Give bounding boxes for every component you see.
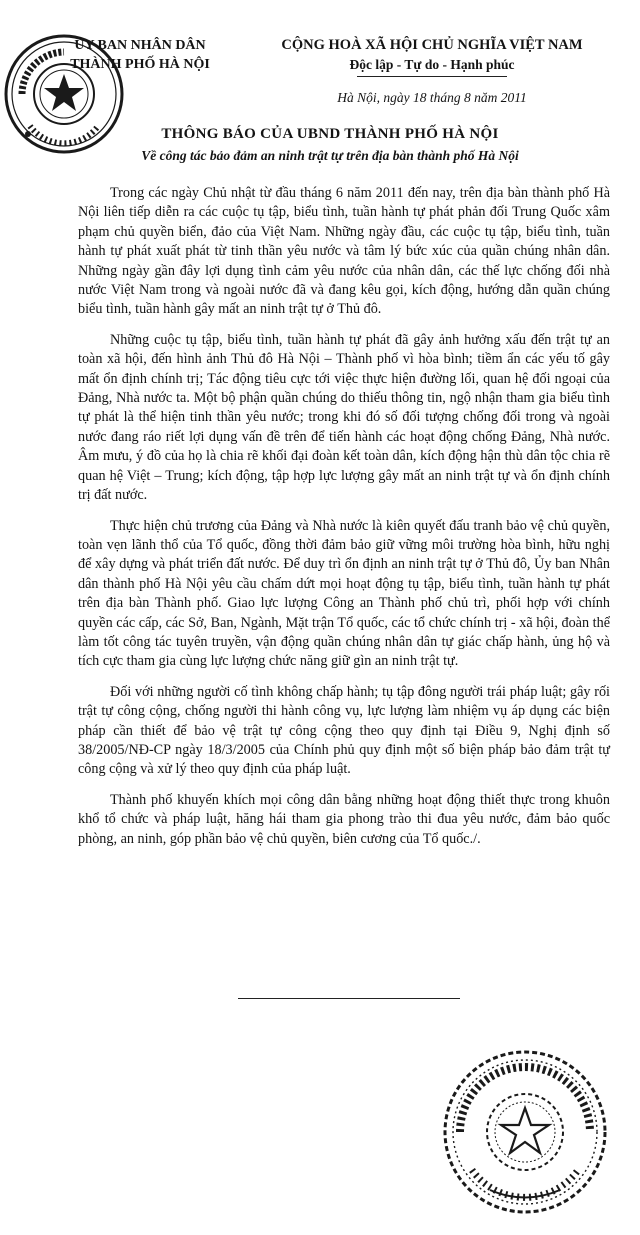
document-body xyxy=(78,184,610,860)
national-motto: Độc lập - Tự do - Hạnh phúc xyxy=(349,57,515,72)
national-header xyxy=(262,36,602,77)
document-title: THÔNG BÁO CỦA UBND THÀNH PHỐ HÀ NỘI xyxy=(161,126,499,142)
motto-underline xyxy=(357,76,507,77)
country-name: CỘNG HOÀ XÃ HỘI CHỦ NGHĨA VIỆT NAM xyxy=(281,37,583,53)
dateline: Hà Nội, ngày 18 tháng 8 năm 2011 xyxy=(337,90,527,105)
agency-line-2: THÀNH PHỐ HÀ NỘI xyxy=(70,57,210,72)
stamp-seal-icon xyxy=(430,1040,620,1225)
paragraph: Đối với những người cố tình không chấp hành; tụ tập đông người trái pháp luật; gây rối trật tự công cộng, chống người thi hành công vụ, lực lượng làm nhiệm vụ áp dụng các biện pháp cần thiết để bảo vệ trật tự công cộng theo quy định tại Điều 9, Nghị định số 38/2005/NĐ-CP ngày 18/3/2005 của Chính phủ quy định một số biện pháp bảo đảm trật tự công cộng và xử lý theo quy định của pháp luật. xyxy=(78,683,610,778)
agency-line-1: ỦY BAN NHÂN DÂN xyxy=(74,38,206,53)
issuing-agency xyxy=(40,36,240,74)
document-subtitle: Về công tác bảo đảm an ninh trật tự trên địa bàn thành phố Hà Nội xyxy=(141,148,519,163)
paragraph: Trong các ngày Chủ nhật từ đầu tháng 6 năm 2011 đến nay, trên địa bàn thành phố Hà Nội liên tiếp diễn ra các cuộc tụ tập, biểu tình, tuần hành tự phát phản đối Trung Quốc xâm phạm chủ quyền biển, đảo của Việt Nam. Những ngày đầu, các cuộc tụ tập, biểu tình, tuần hành tự phát xuất phát từ tinh thần yêu nước và tâm lý bức xúc của quần chúng nhân dân. Những ngày gần đây lợi dụng tình cảm yêu nước của nhân dân, các thế lực chống đối nhà nước Việt Nam trong và ngoài nước đã và đang kêu gọi, kích động, hướng dẫn quần chúng biểu tình, tuần hành gây mất an ninh trật tự ở Thủ đô. xyxy=(78,185,610,318)
paragraph: Những cuộc tụ tập, biểu tình, tuần hành tự phát đã gây ảnh hưởng xấu đến trật tự an toàn xã hội, đến hình ảnh Thủ đô Hà Nội – Thành phố vì hòa bình; tiềm ẩn các yếu tố gây mất ổn định chính trị; Tác động tiêu cực tới việc thực hiện đường lối, quan hệ đối ngoại của Đảng, Nhà nước ta. Một bộ phận quần chúng do thiếu thông tin, ngộ nhận tham gia biểu tình tự phát là thể hiện tinh thần yêu nước; trong khi đó số đối tượng chống đối trong và ngoài nước đang ráo riết lợi dụng vấn đề trên để tiến hành các hoạt động chống Đảng, Nhà nước. Âm mưu, ý đồ của họ là chia rẽ khối đại đoàn kết toàn dân, kích động hận thù dân tộc chia rẽ quan hệ Việt – Trung; kích động, tập hợp lực lượng gây mất an ninh trật tự và ổn định chính trị đất nước. xyxy=(78,331,610,504)
paragraph: Thực hiện chủ trương của Đảng và Nhà nước là kiên quyết đấu tranh bảo vệ chủ quyền, toàn vẹn lãnh thổ của Tổ quốc, đồng thời đảm bảo giữ vững môi trường hòa bình, hữu nghị để xây dựng và phát triển đất nước. Để duy trì ổn định an ninh trật tự ở Thủ đô, Ủy ban Nhân dân thành phố Hà Nội yêu cầu chấm dứt mọi hoạt động tụ tập, biểu tình, tuần hành tự phát trên địa bàn Thành phố. Giao lực lượng Công an Thành phố chủ trì, phối hợp với chính quyền các cấp, các Sở, Ban, Ngành, Mặt trận Tổ quốc, các tổ chức chính trị - xã hội, đoàn thể làm tốt công tác tuyên truyền, vận động quần chúng nhân dân tự giác chấp hành, ủng hộ và tích cực tham gia cùng lực lượng chức năng giữ gìn an ninh trật tự. xyxy=(78,517,610,670)
paragraph: Thành phố khuyến khích mọi công dân bằng những hoạt động thiết thực trong khuôn khổ tổ chức và pháp luật, hăng hái tham gia phong trào thi đua yêu nước, đảm bảo quốc phòng, an ninh, góp phần bảo vệ chủ quyền, biên cương của Tổ quốc./. xyxy=(78,791,610,847)
closing-rule xyxy=(238,998,460,999)
